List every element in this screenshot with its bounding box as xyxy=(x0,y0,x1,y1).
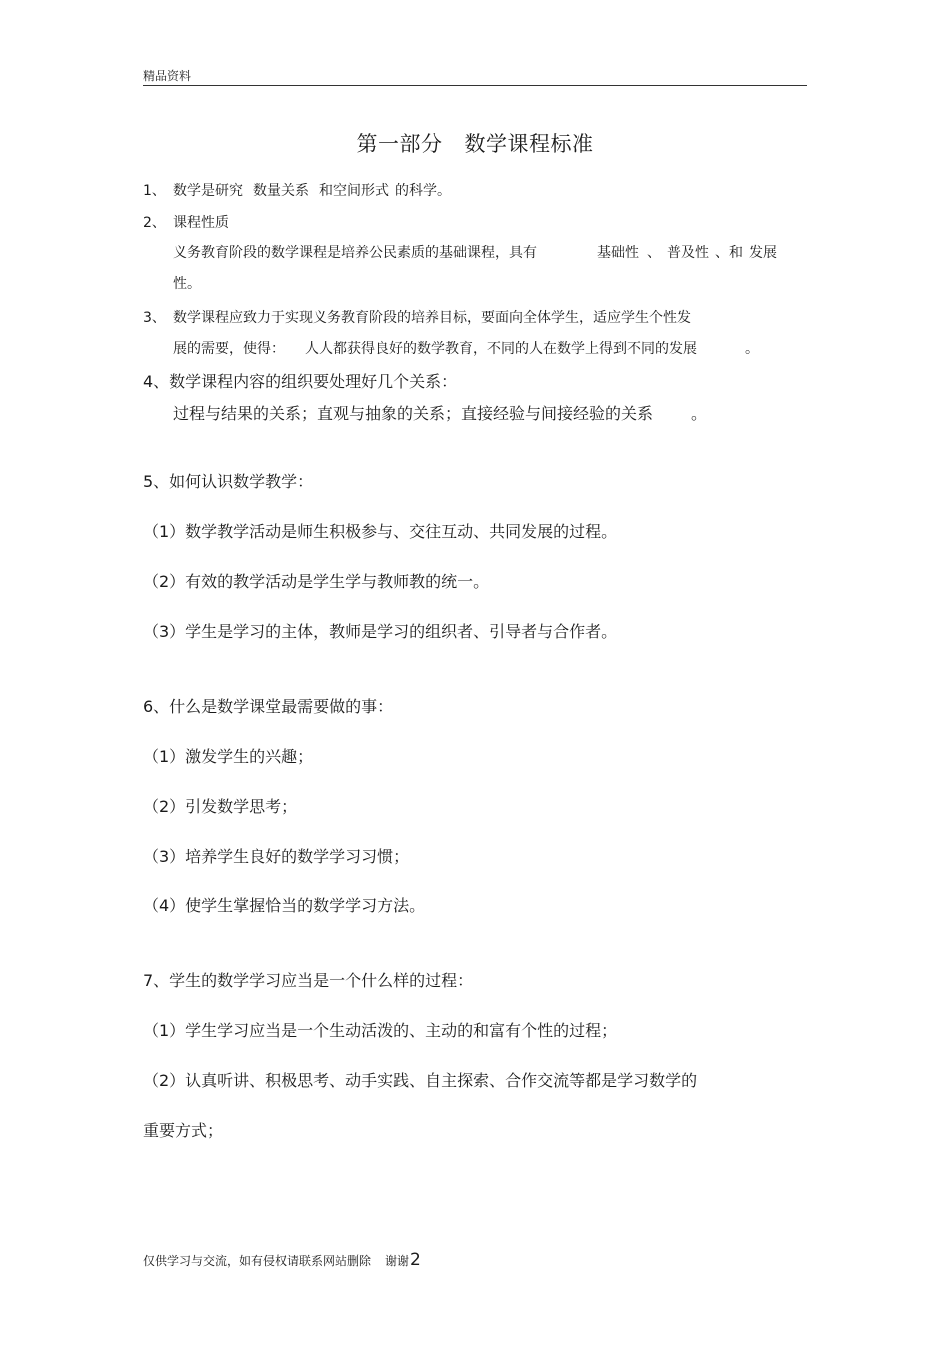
list-item: （2）认真听讲、积极思考、动手实践、自主探索、合作交流等都是学习数学的 xyxy=(143,1071,698,1090)
title-name: 数学课程标准 xyxy=(464,132,594,156)
item-2-line-2: 性。 xyxy=(173,276,201,292)
period: 。 xyxy=(745,341,759,357)
item-2-heading xyxy=(143,212,229,232)
list-item: （1）数学教学活动是师生积极参与、交往互动、共同发展的过程。 xyxy=(143,522,618,541)
list-item: （2）有效的教学活动是学生学与教师教的统一。 xyxy=(143,572,490,591)
list-item: （1）激发学生的兴趣； xyxy=(143,747,314,766)
title-part: 第一部分 xyxy=(356,132,443,156)
item-number: 2、 xyxy=(143,215,166,231)
item-text: 义务教育阶段的数学课程是培养公民素质的基础课程，具有 xyxy=(173,245,537,261)
item-text: 展的需要，使得： xyxy=(173,341,285,357)
item-4-line xyxy=(173,401,707,424)
term: 普及性 xyxy=(667,245,709,261)
separator: 、和 xyxy=(715,245,743,261)
item-7-heading: 7、学生的数学学习应当是一个什么样的过程： xyxy=(143,971,474,990)
term: 人人都获得良好的数学教育，不同的人在数学上得到不同的发展 xyxy=(305,341,697,357)
footer-text: 仅供学习与交流，如有侵权请联系网站删除 xyxy=(143,1254,372,1268)
item-number: 1、 xyxy=(143,183,166,199)
header-divider xyxy=(143,85,807,86)
term: 和空间形式 xyxy=(319,183,389,199)
page-title xyxy=(0,128,950,158)
period: 。 xyxy=(691,404,708,423)
term: 基础性 xyxy=(597,245,639,261)
header-label: 精品资料 xyxy=(143,69,192,83)
item-4-heading: 4、数学课程内容的组织要处理好几个关系： xyxy=(143,372,458,391)
item-5-heading: 5、如何认识数学教学： xyxy=(143,472,314,491)
list-item: （3）培养学生良好的数学学习习惯； xyxy=(143,847,410,866)
item-text: 的科学。 xyxy=(395,183,451,199)
list-item: （1）学生学习应当是一个生动活泼的、主动的和富有个性的过程； xyxy=(143,1021,618,1040)
page-number: 2 xyxy=(410,1250,421,1270)
list-item: （4）使学生掌握恰当的数学学习方法。 xyxy=(143,896,426,915)
footer-thanks: 谢谢 xyxy=(385,1254,410,1268)
list-item: （3）学生是学习的主体，教师是学习的组织者、引导者与合作者。 xyxy=(143,622,618,641)
item-6-heading: 6、什么是数学课堂最需要做的事： xyxy=(143,697,394,716)
separator: 、 xyxy=(647,245,661,261)
footer xyxy=(143,1250,421,1270)
term: 数量关系 xyxy=(253,183,309,199)
item-2-line xyxy=(173,242,777,262)
item-text: 数学是研究 xyxy=(173,183,243,199)
item-1 xyxy=(143,180,451,200)
item-3-line-2 xyxy=(173,338,759,358)
list-item-continuation: 重要方式； xyxy=(143,1121,224,1140)
item-text: 数学课程应致力于实现义务教育阶段的培养目标，要面向全体学生，适应学生个性发 xyxy=(173,310,691,326)
item-heading: 课程性质 xyxy=(173,215,229,231)
term: 发展 xyxy=(749,245,777,261)
list-item: （2）引发数学思考； xyxy=(143,797,298,816)
item-number: 3、 xyxy=(143,310,166,326)
item-text: 过程与结果的关系；直观与抽象的关系；直接经验与间接经验的关系 xyxy=(173,404,654,423)
item-3 xyxy=(143,307,691,327)
